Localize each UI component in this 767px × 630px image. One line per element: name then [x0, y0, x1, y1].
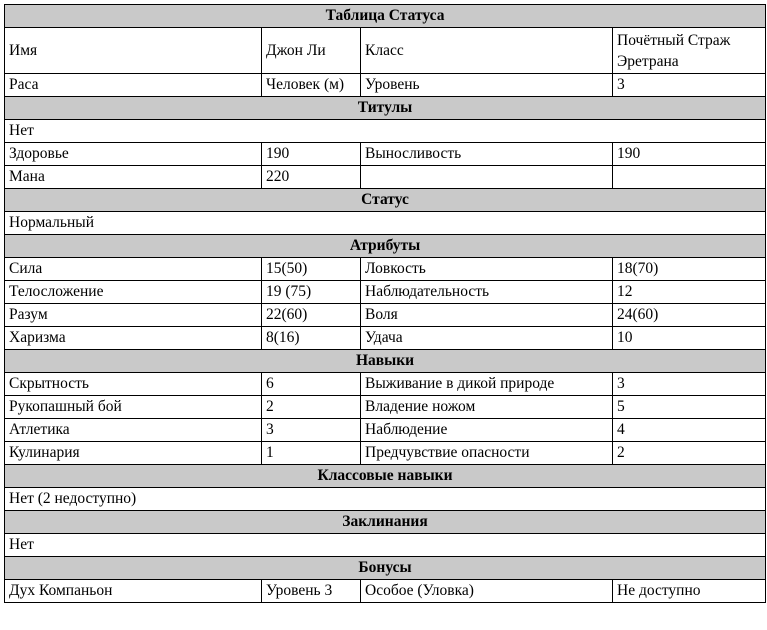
class-label: Класс — [361, 28, 613, 74]
skill-label: Предчувствие опасности — [361, 442, 613, 465]
attribute-label: Воля — [361, 304, 613, 327]
mana-row — [5, 166, 766, 189]
status-header: Статус — [5, 189, 766, 212]
skill-label: Скрытность — [5, 373, 262, 396]
skill-label: Рукопашный бой — [5, 396, 262, 419]
empty-cell — [361, 166, 613, 189]
class-skills-value: Нет (2 недоступно) — [5, 488, 766, 511]
class-value: Почётный Страж Эретрана — [613, 28, 766, 74]
race-row — [5, 74, 766, 97]
bonuses-header: Бонусы — [5, 557, 766, 580]
name-value: Джон Ли — [262, 28, 361, 74]
class-skills-row — [5, 488, 766, 511]
attribute-value: 18(70) — [613, 258, 766, 281]
skill-value: 5 — [613, 396, 766, 419]
bonuses-header-row — [5, 557, 766, 580]
title-row — [5, 5, 766, 28]
table-row — [5, 373, 766, 396]
class-skills-header: Классовые навыки — [5, 465, 766, 488]
skill-label: Владение ножом — [361, 396, 613, 419]
empty-cell — [613, 166, 766, 189]
table-row — [5, 327, 766, 350]
attribute-value: 22(60) — [262, 304, 361, 327]
level-value: 3 — [613, 74, 766, 97]
table-row — [5, 396, 766, 419]
attribute-value: 19 (75) — [262, 281, 361, 304]
status-table — [4, 4, 766, 603]
status-row — [5, 212, 766, 235]
skill-value: 4 — [613, 419, 766, 442]
table-row — [5, 304, 766, 327]
skill-label: Наблюдение — [361, 419, 613, 442]
skill-value: 2 — [262, 396, 361, 419]
skill-label: Атлетика — [5, 419, 262, 442]
attribute-label: Наблюдательность — [361, 281, 613, 304]
attribute-label: Телосложение — [5, 281, 262, 304]
skill-value: 2 — [613, 442, 766, 465]
titles-row — [5, 120, 766, 143]
class-skills-header-row — [5, 465, 766, 488]
attributes-header-row — [5, 235, 766, 258]
mana-value: 220 — [262, 166, 361, 189]
attribute-label: Удача — [361, 327, 613, 350]
attribute-value: 10 — [613, 327, 766, 350]
table-title: Таблица Статуса — [5, 5, 766, 28]
attribute-label: Ловкость — [361, 258, 613, 281]
bonus-type: Особое (Уловка) — [361, 580, 613, 603]
bonuses-row — [5, 580, 766, 603]
spells-row — [5, 534, 766, 557]
health-label: Здоровье — [5, 143, 262, 166]
spells-header: Заклинания — [5, 511, 766, 534]
attribute-value: 12 — [613, 281, 766, 304]
skill-value: 1 — [262, 442, 361, 465]
titles-header: Титулы — [5, 97, 766, 120]
stamina-label: Выносливость — [361, 143, 613, 166]
skills-header-row — [5, 350, 766, 373]
status-header-row — [5, 189, 766, 212]
skill-value: 3 — [262, 419, 361, 442]
table-row — [5, 258, 766, 281]
health-row — [5, 143, 766, 166]
titles-header-row — [5, 97, 766, 120]
attribute-label: Разум — [5, 304, 262, 327]
skill-value: 6 — [262, 373, 361, 396]
skill-value: 3 — [613, 373, 766, 396]
table-row — [5, 419, 766, 442]
race-value: Человек (м) — [262, 74, 361, 97]
skill-label: Выживание в дикой природе — [361, 373, 613, 396]
mana-label: Мана — [5, 166, 262, 189]
titles-value: Нет — [5, 120, 766, 143]
stamina-value: 190 — [613, 143, 766, 166]
spells-value: Нет — [5, 534, 766, 557]
attribute-value: 8(16) — [262, 327, 361, 350]
attribute-value: 24(60) — [613, 304, 766, 327]
table-row — [5, 281, 766, 304]
race-label: Раса — [5, 74, 262, 97]
spells-header-row — [5, 511, 766, 534]
skills-header: Навыки — [5, 350, 766, 373]
name-label: Имя — [5, 28, 262, 74]
attribute-value: 15(50) — [262, 258, 361, 281]
status-value: Нормальный — [5, 212, 766, 235]
attribute-label: Харизма — [5, 327, 262, 350]
bonus-availability: Не доступно — [613, 580, 766, 603]
name-row — [5, 28, 766, 74]
skill-label: Кулинария — [5, 442, 262, 465]
attribute-label: Сила — [5, 258, 262, 281]
health-value: 190 — [262, 143, 361, 166]
bonus-level: Уровень 3 — [262, 580, 361, 603]
level-label: Уровень — [361, 74, 613, 97]
table-row — [5, 442, 766, 465]
attributes-header: Атрибуты — [5, 235, 766, 258]
bonus-name: Дух Компаньон — [5, 580, 262, 603]
